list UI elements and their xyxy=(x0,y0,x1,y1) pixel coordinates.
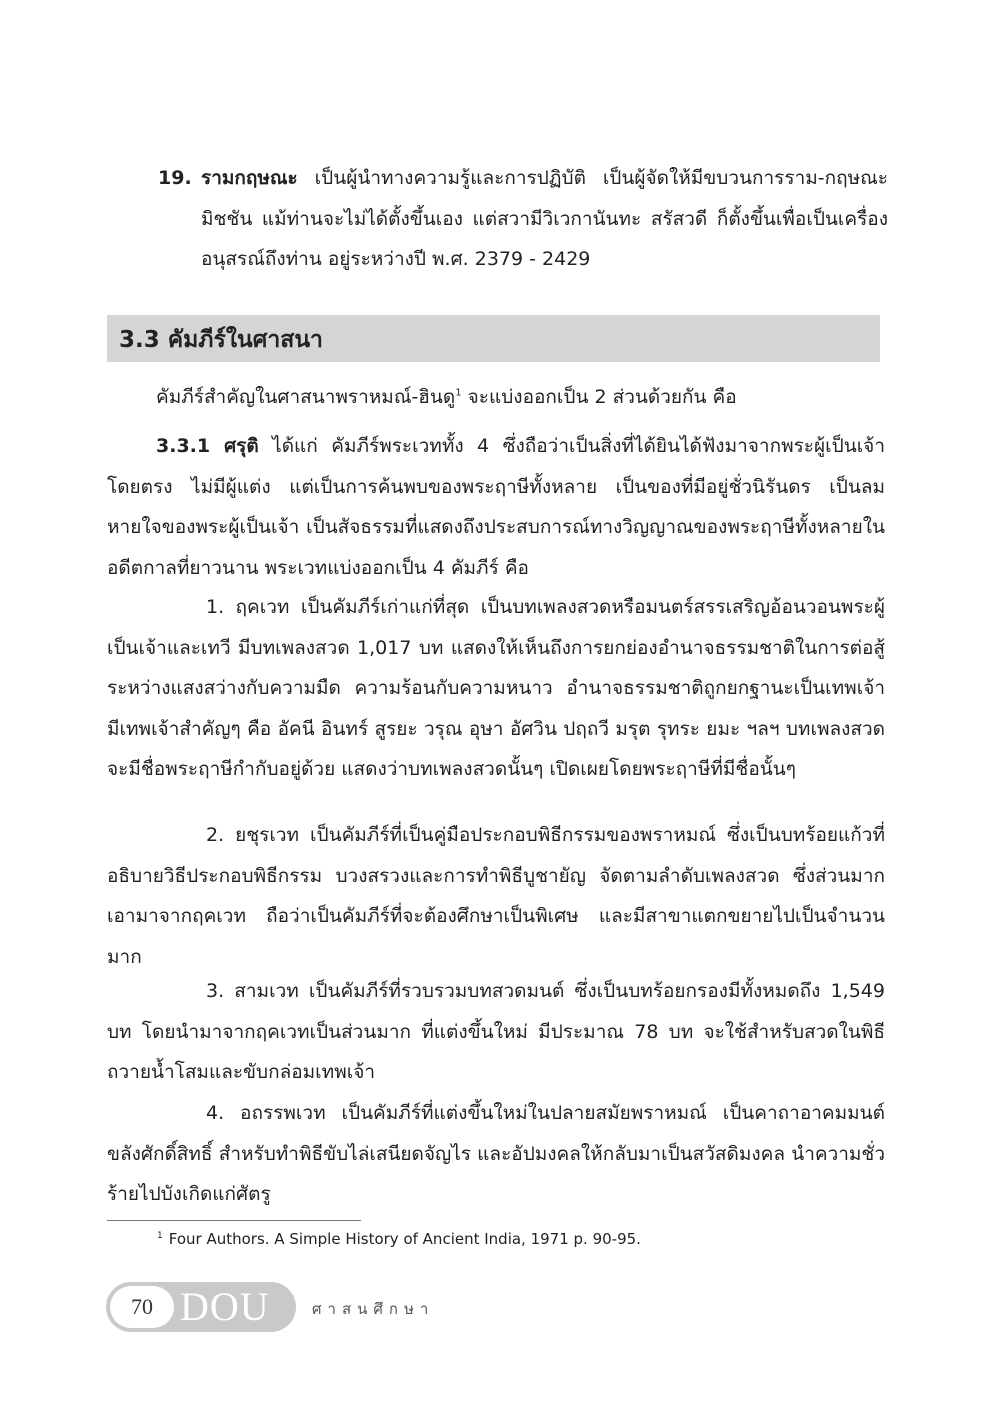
item-name: รามกฤษณะ xyxy=(201,167,298,189)
page-number: 70 xyxy=(110,1286,174,1328)
sruti-paragraph xyxy=(107,426,885,588)
footnote-marker: 1 xyxy=(157,1231,163,1241)
intro-text-end: จะแบ่งออกเป็น 2 ส่วนด้วยกัน คือ xyxy=(461,386,737,408)
item-number: 19. xyxy=(158,167,192,189)
veda-paragraph-sama: 3. สามเวท เป็นคัมภีร์ที่รวบรวมบทสวดมนต์ ซึ่งเป็นบทร้อยกรองมีทั้งหมดถึง 1,549 บท โดยนำมาจากฤคเวทเป็นส่วนมาก ที่แต่งขึ้นใหม่ มีประมาณ 78 บท จะใช้สำหรับสวดในพิธีถวายน้ำโสมและขับกล่อมเทพเจ้า xyxy=(107,980,885,1083)
section-title: 3.3 คัมภีร์ในศาสนา xyxy=(119,327,323,353)
footer-badge xyxy=(106,1282,296,1332)
running-footer-subject: ศาสนศึกษา xyxy=(312,1300,435,1318)
list-item-19 xyxy=(158,158,888,280)
item-body xyxy=(201,158,888,280)
veda-paragraph-rig: 1. ฤคเวท เป็นคัมภีร์เก่าแก่ที่สุด เป็นบทเพลงสวดหรือมนตร์สรรเสริญอ้อนวอนพระผู้เป็นเจ้าและเทวี มีบทเพลงสวด 1,017 บท แสดงให้เห็นถึงการยกย่องอำนาจธรรมชาติในการต่อสู้ระหว่างแสงสว่างกับความมืด ความร้อนกับความหนาว อำนาจธรรมชาติถูกยกฐานะเป็นเทพเจ้า มีเทพเจ้าสำคัญๆ คือ อัคนี อินทร์ สูรยะ วรุณ อุษา อัศวิน ปฤถวี มรุต รุทระ ยมะ ฯลฯ บทเพลงสวดจะมีชื่อพระฤาษีกำกับอยู่ด้วย แสดงว่าบทเพลงสวดนั้นๆ เปิดเผยโดยพระฤาษีที่มีชื่อนั้นๆ xyxy=(107,596,885,780)
intro-paragraph xyxy=(156,377,886,418)
veda-paragraph-yajur: 2. ยชุรเวท เป็นคัมภีร์ที่เป็นคู่มือประกอบพิธีกรรมของพราหมณ์ ซึ่งเป็นบทร้อยแก้วที่อธิบายวิธีประกอบพิธีกรรม บวงสรวงและการทำพิธีบูชายัญ จัดตามลำดับเพลงสวด ซึ่งส่วนมากเอามาจากฤคเวท ถือว่าเป็นคัมภีร์ที่จะต้องศึกษาเป็นพิเศษ และมีสาขาแตกขยายไปเป็นจำนวนมาก xyxy=(107,824,885,968)
section-header xyxy=(107,315,880,362)
footnote-text: Four Authors. A Simple History of Ancient India, 1971 p. 90-95. xyxy=(168,1230,641,1248)
brand-logo-text: DOU xyxy=(180,1284,270,1329)
footnote-divider xyxy=(107,1220,361,1221)
footnote-reference[interactable]: 1 xyxy=(455,387,462,399)
veda-paragraph-atharva: 4. อถรรพเวท เป็นคัมภีร์ที่แต่งขึ้นใหม่ในปลายสมัยพราหมณ์ เป็นคาถาอาคมมนต์ขลังศักดิ์สิทธิ์ สำหรับทำพิธีขับไล่เสนียดจัญไร และอัปมงคลให้กลับมาเป็นสวัสดิมงคล นำความชั่วร้ายไปบังเกิดแก่ศัตรู xyxy=(107,1102,885,1205)
sruti-text: ได้แก่ คัมภีร์พระเวททั้ง 4 ซึ่งถือว่าเป็นสิ่งที่ได้ยินได้ฟังมาจากพระผู้เป็นเจ้าโดยตรง ไม่มีผู้แต่ง แต่เป็นการค้นพบของพระฤาษีทั้งหลาย เป็นของที่มีอยู่ชั่วนิรันดร เป็นลมหายใจของพระผู้เป็นเจ้า เป็นสัจธรรมที่แสดงถึงประสบการณ์ทางวิญญาณของพระฤาษีทั้งหลายในอดีตกาลที่ยาวนาน พระเวทแบ่งออกเป็น 4 คัมภีร์ คือ xyxy=(107,435,885,579)
subsection-heading: 3.3.1 ศรุติ xyxy=(156,435,259,457)
footnote xyxy=(157,1228,641,1250)
intro-text: คัมภีร์สำคัญในศาสนาพราหมณ์-ฮินดู xyxy=(156,386,456,408)
item-text: เป็นผู้นำทางความรู้และการปฏิบัติ เป็นผู้จัดให้มีขบวนการราม-กฤษณะมิชชัน แม้ท่านจะไม่ได้ตั้งขึ้นเอง แต่สวามีวิเวกานันทะ สรัสวดี ก็ตั้งขึ้นเพื่อเป็นเครื่องอนุสรณ์ถึงท่าน อยู่ระหว่างปี พ.ศ. 2379 - 2429 xyxy=(201,167,888,270)
